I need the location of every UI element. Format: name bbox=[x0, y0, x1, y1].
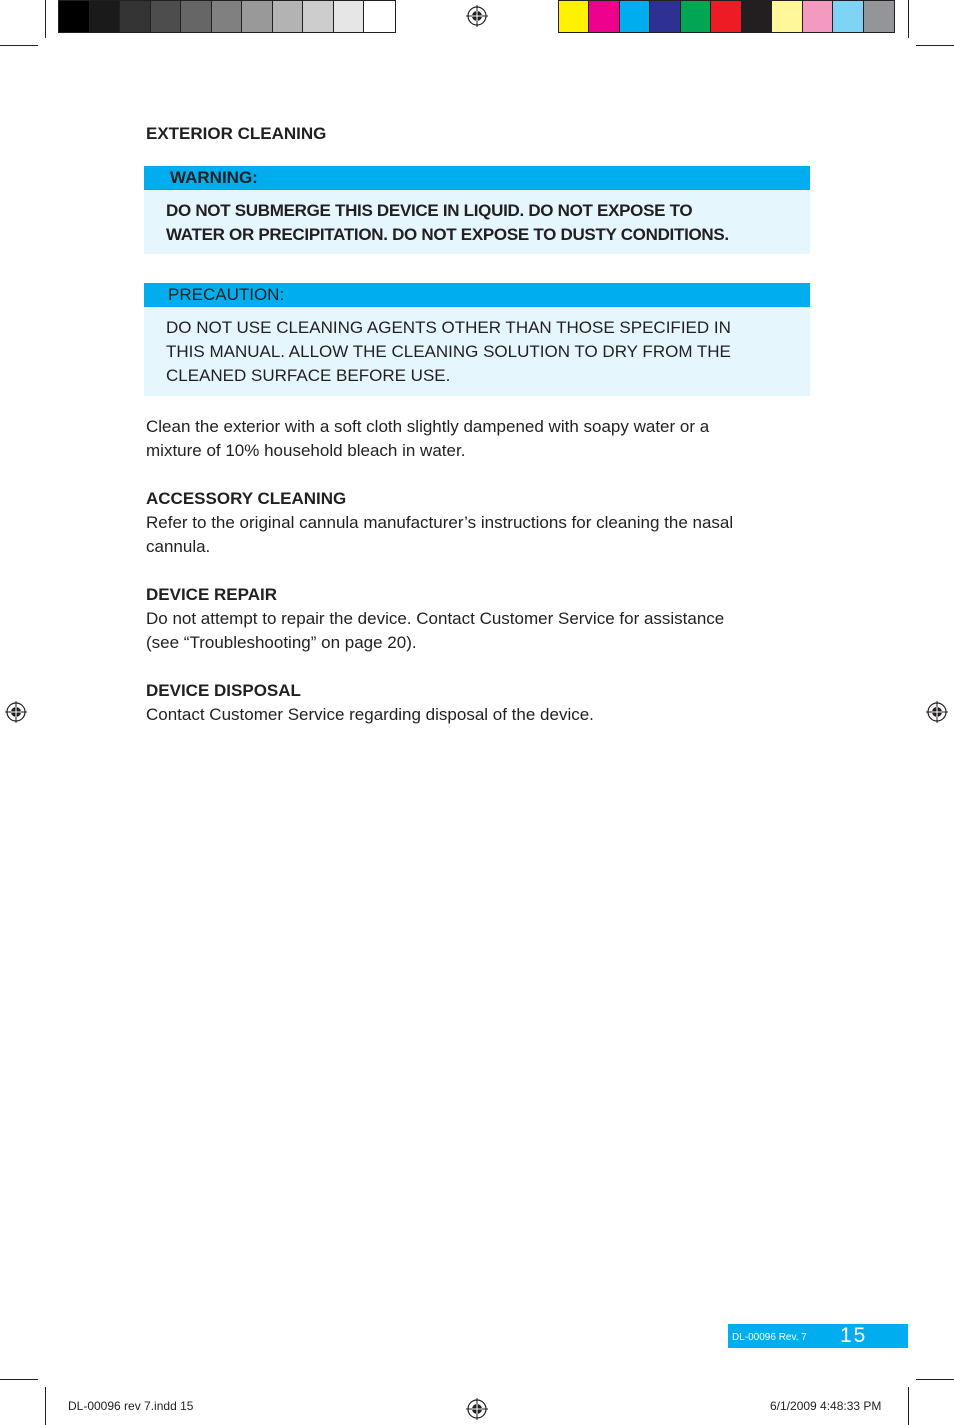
color-swatch bbox=[589, 1, 619, 32]
precaution-text bbox=[144, 307, 810, 396]
warning-label: WARNING: bbox=[144, 166, 810, 190]
gray-swatch bbox=[212, 1, 243, 32]
registration-mark-icon bbox=[926, 701, 948, 723]
gray-swatch bbox=[90, 1, 121, 32]
color-swatch bbox=[711, 1, 741, 32]
body-text: Do not attempt to repair the device. Contact Customer Service for assistance bbox=[146, 609, 725, 628]
crop-mark bbox=[916, 1379, 954, 1380]
body-text: Refer to the original cannula manufacturer’s instructions for cleaning the nasal bbox=[146, 513, 734, 532]
slug-file-name: DL-00096 rev 7.indd 15 bbox=[68, 1399, 194, 1413]
color-swatch bbox=[772, 1, 802, 32]
registration-mark-icon bbox=[466, 1398, 488, 1420]
crop-mark bbox=[0, 45, 38, 46]
precaution-line: THIS MANUAL. ALLOW THE CLEANING SOLUTION TO DRY FROM THE bbox=[166, 342, 731, 361]
warning-line: DO NOT SUBMERGE THIS DEVICE IN LIQUID. DO NOT EXPOSE TO bbox=[166, 201, 693, 220]
warning-text bbox=[144, 190, 810, 254]
gray-swatch bbox=[303, 1, 334, 32]
registration-mark-icon bbox=[466, 5, 488, 27]
registration-mark-icon bbox=[5, 701, 27, 723]
gray-swatch bbox=[364, 1, 395, 32]
crop-mark bbox=[908, 0, 909, 38]
section-heading: DEVICE DISPOSAL bbox=[146, 681, 301, 700]
color-swatch bbox=[650, 1, 680, 32]
crop-mark bbox=[0, 1379, 38, 1380]
section-heading: EXTERIOR CLEANING bbox=[146, 124, 327, 143]
gray-swatch bbox=[181, 1, 212, 32]
precaution-callout bbox=[144, 283, 810, 396]
color-swatch bbox=[864, 1, 894, 32]
crop-mark bbox=[916, 45, 954, 46]
body-text: mixture of 10% household bleach in water. bbox=[146, 441, 466, 460]
crop-mark bbox=[45, 1387, 46, 1425]
crop-mark bbox=[45, 0, 46, 38]
color-swatch bbox=[803, 1, 833, 32]
body-text: cannula. bbox=[146, 537, 211, 556]
process-color-bar bbox=[558, 0, 895, 33]
gray-swatch bbox=[151, 1, 182, 32]
page-footer-tab bbox=[728, 1324, 908, 1348]
body-text: (see “Troubleshooting” on page 20). bbox=[146, 633, 417, 652]
precaution-label: PRECAUTION: bbox=[144, 283, 810, 307]
gray-swatch bbox=[59, 1, 90, 32]
page-number: 15 bbox=[840, 1324, 868, 1347]
gray-swatch bbox=[242, 1, 273, 32]
slug-timestamp: 6/1/2009 4:48:33 PM bbox=[770, 1399, 882, 1413]
section-heading: ACCESSORY CLEANING bbox=[146, 489, 347, 508]
color-swatch bbox=[742, 1, 772, 32]
warning-line: WATER OR PRECIPITATION. DO NOT EXPOSE TO DUSTY CONDITIONS. bbox=[166, 225, 729, 244]
gray-swatch bbox=[334, 1, 365, 32]
section-heading: DEVICE REPAIR bbox=[146, 585, 277, 604]
body-text: Clean the exterior with a soft cloth slightly dampened with soapy water or a bbox=[146, 417, 710, 436]
color-swatch bbox=[681, 1, 711, 32]
warning-callout bbox=[144, 166, 810, 254]
body-text: Contact Customer Service regarding disposal of the device. bbox=[146, 705, 594, 724]
color-swatch bbox=[833, 1, 863, 32]
document-revision: DL-00096 Rev. 7 bbox=[732, 1332, 807, 1343]
color-swatch bbox=[559, 1, 589, 32]
precaution-line: CLEANED SURFACE BEFORE USE. bbox=[166, 366, 451, 385]
precaution-line: DO NOT USE CLEANING AGENTS OTHER THAN THOSE SPECIFIED IN bbox=[166, 318, 731, 337]
color-swatch bbox=[620, 1, 650, 32]
crop-mark bbox=[908, 1387, 909, 1425]
gray-swatch bbox=[120, 1, 151, 32]
gray-swatch bbox=[273, 1, 304, 32]
grayscale-color-bar bbox=[58, 0, 396, 33]
